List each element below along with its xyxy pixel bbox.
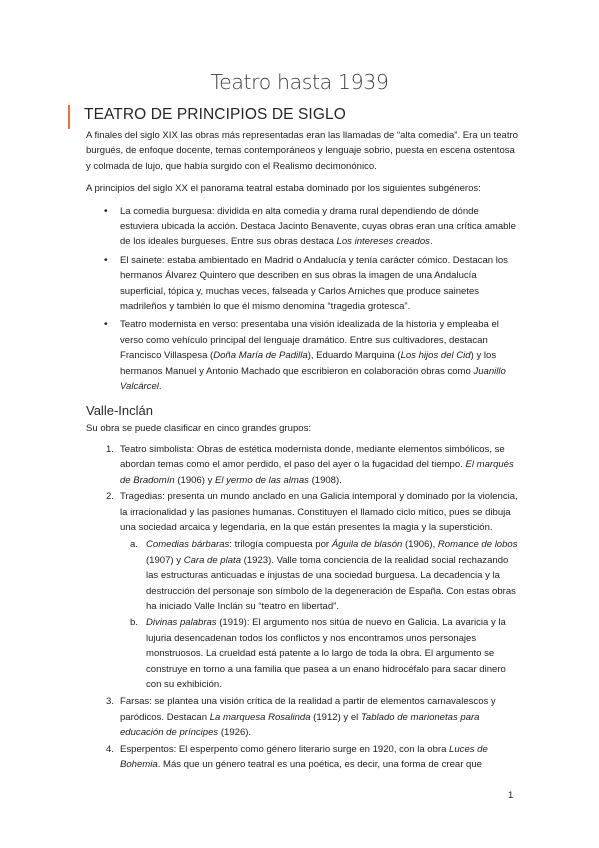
section-heading-block bbox=[68, 101, 538, 131]
page-number: 1 bbox=[508, 790, 514, 801]
list-item: • El sainete: estaba ambientado en Madrid o Andalucía y tenía carácter cómico. Destacan los hermanos Álvarez Quintero que describen en sus obras la imagen de una Andalucía superficial, tópica y, muchas veces, falseada y Carlos Arniches que produce sainetes madrileños y también lo que él mismo denomina “tragedia grotesca”. bbox=[86, 253, 518, 315]
paragraph-groups-intro: Su obra se puede clasificar en cinco grandes grupos: bbox=[86, 422, 312, 434]
heading-accent-bar bbox=[68, 105, 70, 129]
list-item: • Teatro modernista en verso: presentaba una visión idealizada de la historia y empleaba el verso como vehículo principal del lenguaje dramático. Entre sus cultivadores, destacan Francisco Villaspesa (Doña María de Padilla), Eduardo Marquina (Los hijos del Cid) y los hermanos Manuel y Antonio Machado que escribieron en colaboración obras como Juanillo Valcárcel. bbox=[86, 317, 518, 394]
list-item: 2. Tragedias: presenta un mundo anclado en una Galicia intemporal y dominado por la violencia, la irracionalidad y las pasiones humanas. Constituyen el llamado ciclo mítico, pues se dibuja una sociedad arcaica y legendaria, en la que están presentes la magia y la superstición. a. Comedias bárbaras: trilogía compuesta por Águila de blasón (1906), Romance de lobos (1907) y Cara de plata (1923). Valle toma conciencia de la realidad social rechazando las estructuras anticuadas e injustas de una sociedad burguesa. La decadencia y la destrucción del personaje son símbolo de la degeneración de España. Con estas obras ha iniciado Valle Inclán su “teatro en libertad”. b. Divinas palabras (1919): El argumento nos sitúa de nuevo en Galicia. La avaricia y la lujuria desencadenan todos los conflictos y nos encontramos unos personajes monstruosos. La crueldad está patente a lo largo de toda la obra. El argumento se construye en torno a una familia que pasea a un enano hidrocéfalo para sacar dinero con su exhibición. bbox=[86, 489, 518, 692]
tragedias-sublist bbox=[120, 537, 518, 692]
list-item: • La comedia burguesa: dividida en alta comedia y drama rural dependiendo de dónde estuviera ubicada la acción. Destaca Jacinto Benavente, cuyas obras eran una crítica amable de los ideales burgueses. Entre sus obras destaca Los intereses creados. bbox=[86, 204, 518, 250]
paragraph-subgeneros-intro: A principios del siglo XX el panorama teatral estaba dominado por los siguientes subgéneros: bbox=[86, 183, 481, 195]
document-title: Teatro hasta 1939 bbox=[210, 70, 389, 94]
section-heading: TEATRO DE PRINCIPIOS DE SIGLO bbox=[84, 106, 346, 123]
list-item: 3. Farsas: se plantea una visión crítica de la realidad a partir de elementos carnavalescos y paródicos. Destacan La marquesa Rosalinda (1912) y el Tablado de marionetas para educación de príncipes (1926). bbox=[106, 696, 496, 739]
list-item: b. Divinas palabras (1919): El argumento nos sitúa de nuevo en Galicia. La avaricia y la lujuria desencadenan todos los conflictos y nos encontramos unos personajes monstruosos. La crueldad está patente a lo largo de toda la obra. El argumento se construye en torno a una familia que pasea a un enano hidrocéfalo para sacar dinero con su exhibición. bbox=[130, 617, 506, 690]
subsection-heading: Valle-Inclán bbox=[86, 402, 153, 418]
document-body bbox=[86, 128, 518, 773]
paragraph-alta-comedia: A finales del siglo XIX las obras más representadas eran las llamadas de “alta comedia”. Era un teatro burgués, de enfoque docente, temas contemporáneos y lenguaje sobrio, puesta en escena ostentosa y colmada de lujo, que había surgido con el Realismo decimonónico. bbox=[86, 130, 518, 172]
list-item: 1. Teatro simbolista: Obras de estética modernista donde, mediante elementos simbólicos, se abordan temas como el amor perdido, el paso del ayer o la fugacidad del tiempo. El marqués de Bradomín (1906) y El yermo de las almas (1908). bbox=[106, 443, 514, 486]
list-item: 4. Esperpentos: El esperpento como género literario surge en 1920, con la obra Luces de Bohemia. Más que un género teatral es una poética, es decir, una forma de crear que bbox=[106, 743, 488, 771]
list-item: a. Comedias bárbaras: trilogía compuesta por Águila de blasón (1906), Romance de lobos (1907) y Cara de plata (1923). Valle toma conciencia de la realidad social rechazando las estructuras anticuadas e injustas de una sociedad burguesa. La decadencia y la destrucción del personaje son símbolo de la degeneración de España. Con estas obras ha iniciado Valle Inclán su “teatro en libertad”. bbox=[130, 539, 518, 612]
subgenre-list bbox=[86, 204, 518, 395]
works-group-list bbox=[86, 442, 518, 773]
